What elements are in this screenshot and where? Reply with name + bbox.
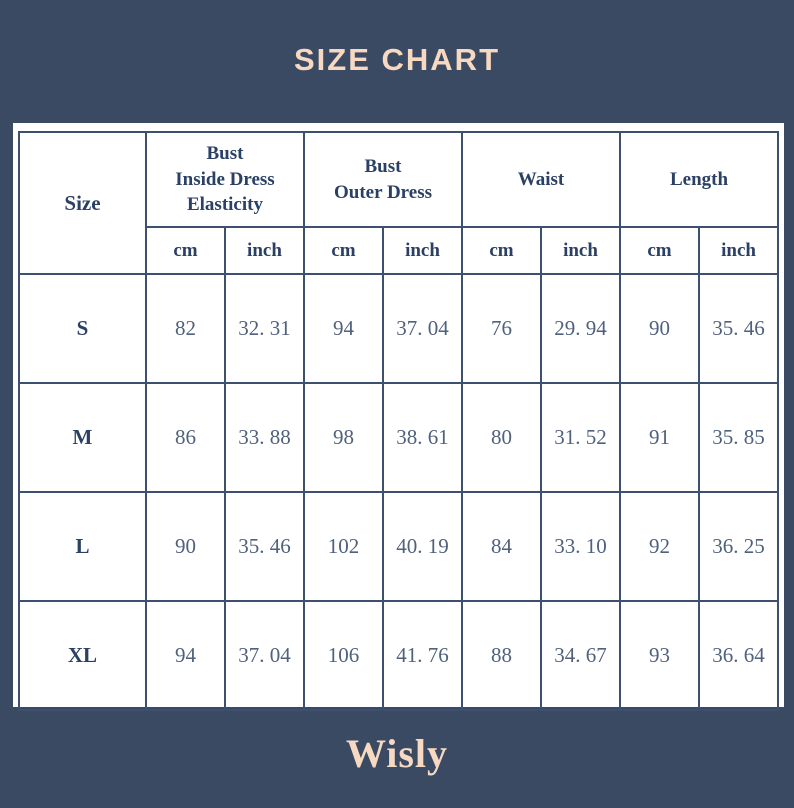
header-line: Outer Dress	[334, 181, 432, 203]
header-line: Bust	[206, 143, 244, 165]
value-cell: 35. 46	[225, 492, 304, 601]
value-cell: 90	[146, 492, 225, 601]
header-line: Inside Dress	[175, 168, 275, 190]
header-line: Waist	[517, 168, 565, 190]
size-cell: XL	[19, 601, 146, 710]
table-header-row-groups	[19, 132, 778, 227]
value-cell: 76	[462, 274, 541, 383]
header-line: Length	[669, 168, 729, 190]
value-cell: 31. 52	[541, 383, 620, 492]
value-cell: 34. 67	[541, 601, 620, 710]
table-row-m	[19, 383, 778, 492]
unit-header: cm	[620, 227, 699, 274]
value-cell: 94	[146, 601, 225, 710]
value-cell: 86	[146, 383, 225, 492]
value-cell: 36. 25	[699, 492, 778, 601]
value-cell: 41. 76	[383, 601, 462, 710]
value-cell: 82	[146, 274, 225, 383]
value-cell: 37. 04	[383, 274, 462, 383]
header-line: Elasticity	[186, 194, 263, 216]
size-chart-table	[18, 131, 779, 711]
unit-header: inch	[699, 227, 778, 274]
value-cell: 29. 94	[541, 274, 620, 383]
size-chart-panel	[13, 123, 784, 707]
value-cell: 106	[304, 601, 383, 710]
value-cell: 92	[620, 492, 699, 601]
size-cell: S	[19, 274, 146, 383]
size-cell: M	[19, 383, 146, 492]
column-header-waist	[462, 132, 620, 227]
header-line: Bust	[364, 155, 402, 177]
unit-header: inch	[541, 227, 620, 274]
value-cell: 102	[304, 492, 383, 601]
value-cell: 40. 19	[383, 492, 462, 601]
unit-header: cm	[146, 227, 225, 274]
column-header-bust-inside	[146, 132, 304, 227]
unit-header: cm	[304, 227, 383, 274]
unit-header: inch	[225, 227, 304, 274]
value-cell: 33. 10	[541, 492, 620, 601]
value-cell: 91	[620, 383, 699, 492]
page-title: SIZE CHART	[294, 42, 500, 77]
value-cell: 98	[304, 383, 383, 492]
value-cell: 94	[304, 274, 383, 383]
column-header-length	[620, 132, 778, 227]
value-cell: 38. 61	[383, 383, 462, 492]
column-header-bust-outer	[304, 132, 462, 227]
value-cell: 84	[462, 492, 541, 601]
column-header-size: Size	[19, 132, 146, 274]
value-cell: 80	[462, 383, 541, 492]
unit-header: cm	[462, 227, 541, 274]
size-cell: L	[19, 492, 146, 601]
value-cell: 36. 64	[699, 601, 778, 710]
brand-logo: Wisly	[345, 731, 449, 776]
value-cell: 35. 46	[699, 274, 778, 383]
value-cell: 88	[462, 601, 541, 710]
value-cell: 37. 04	[225, 601, 304, 710]
value-cell: 93	[620, 601, 699, 710]
value-cell: 35. 85	[699, 383, 778, 492]
value-cell: 32. 31	[225, 274, 304, 383]
value-cell: 90	[620, 274, 699, 383]
table-row-xl	[19, 601, 778, 710]
value-cell: 33. 88	[225, 383, 304, 492]
table-row-s	[19, 274, 778, 383]
table-row-l	[19, 492, 778, 601]
unit-header: inch	[383, 227, 462, 274]
